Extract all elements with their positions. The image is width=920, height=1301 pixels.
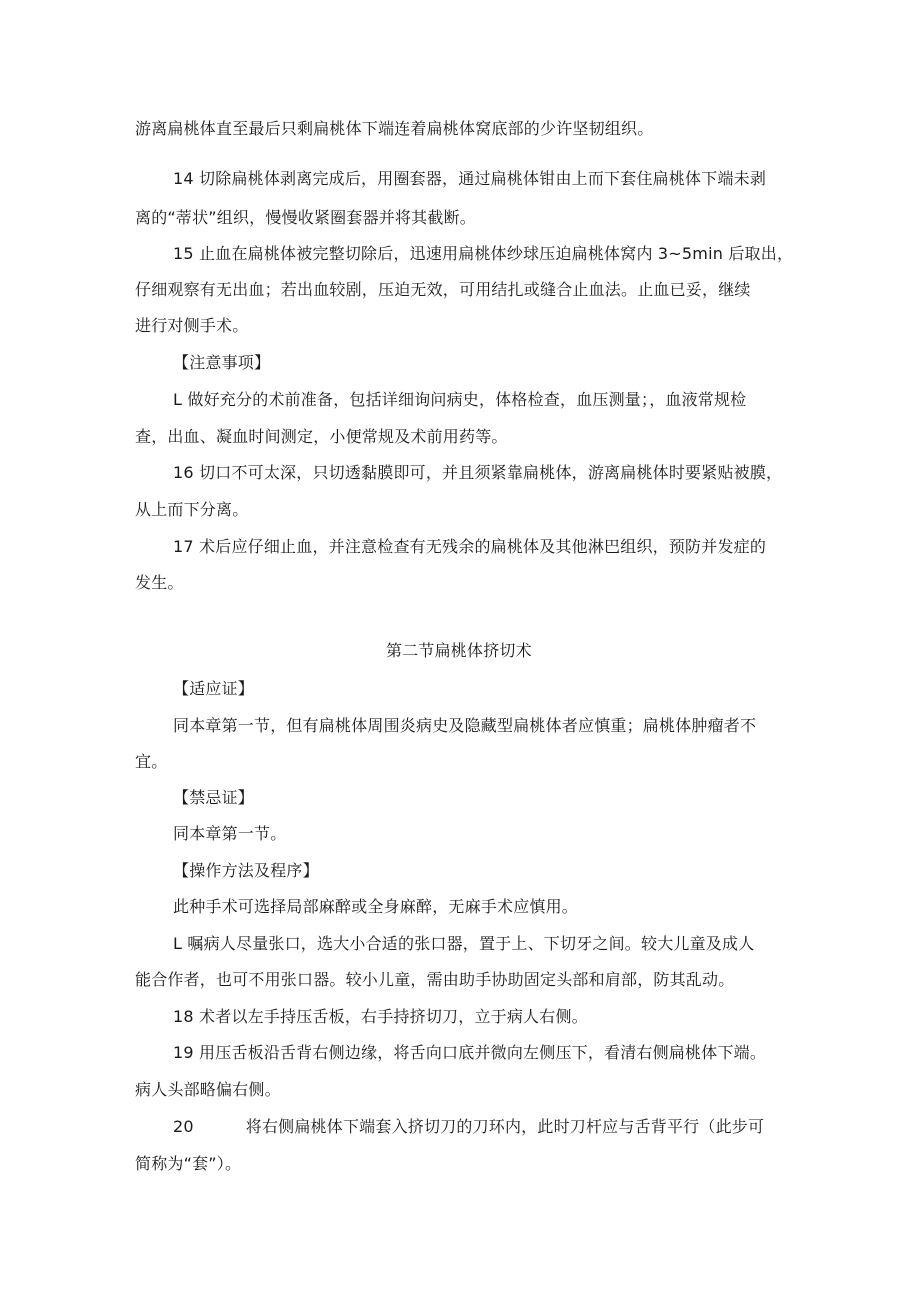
section-heading: 【操作方法及程序】 [173,861,319,880]
text-line: 仔细观察有无出血；若出血较剧，压迫无效，可用结扎或缝合止血法。止血已妥，继续 [135,280,751,299]
text-line: 病人头部略偏右侧。 [135,1080,281,1099]
text-line: L 做好充分的术前准备，包括详细询问病史，体格检查，血压测量；，血液常规检 [173,390,747,409]
item-text: 将右侧扁桃体下端套入挤切刀的刀环内，此时刀杆应与舌背平行（此步可 [245,1117,765,1136]
text-line: 16 切口不可太深，只切透黏膜即可，并且须紧靠扁桃体，游离扁桃体时要紧贴被膜， [173,463,783,482]
text-line: 离的“蒂状”组织，慢慢收紧圈套器并将其截断。 [135,208,476,227]
text-line: 宜。 [135,752,168,771]
text-line: 游离扁桃体直至最后只剩扁桃体下端连着扁桃体窝底部的少许坚韧组织。 [135,119,654,138]
text-line: 查，出血、凝血时间测定，小便常规及术前用药等。 [135,427,508,446]
text-line: 18 术者以左手持压舌板，右手持挤切刀，立于病人右侧。 [173,1007,588,1026]
text-line: 此种手术可选择局部麻醉或全身麻醉，无麻手术应慎用。 [173,897,579,916]
item-number: 20 [173,1117,194,1136]
section-heading: 【适应证】 [173,679,255,698]
section-heading: 【禁忌证】 [173,788,255,807]
text-line: 15 止血在扁桃体被完整切除后，迅速用扁桃体纱球压迫扁桃体窝内 3~5min 后取出， [173,244,794,263]
text-line: 同本章第一节。 [173,824,287,843]
text-line: 同本章第一节，但有扁桃体周围炎病史及隐藏型扁桃体者应慎重；扁桃体肿瘤者不 [173,716,757,735]
text-line: 17 术后应仔细止血，并注意检查有无残余的扁桃体及其他淋巴组织，预防并发症的 [173,537,767,556]
section-heading: 【注意事项】 [173,353,271,372]
text-line: 进行对侧手术。 [135,316,249,335]
text-line: 19 用压舌板沿舌背右侧边缘，将舌向口底并微向左侧压下，看清右侧扁桃体下端。 [173,1043,767,1062]
text-line: 发生。 [135,573,184,592]
chapter-section-title: 第二节扁桃体挤切术 [386,641,532,660]
text-line [173,1116,764,1138]
text-line: 简称为“套”）。 [135,1154,242,1173]
text-line: 14 切除扁桃体剥离完成后，用圈套器，通过扁桃体钳由上而下套住扁桃体下端未剥 [173,169,767,188]
text-line: L 嘱病人尽量张口，选大小合适的张口器，置于上、下切牙之间。较大儿童及成人 [173,934,755,953]
text-line: 从上而下分离。 [135,500,249,519]
text-line: 能合作者，也可不用张口器。较小儿童，需由助手协助固定头部和肩部，防其乱动。 [135,970,735,989]
